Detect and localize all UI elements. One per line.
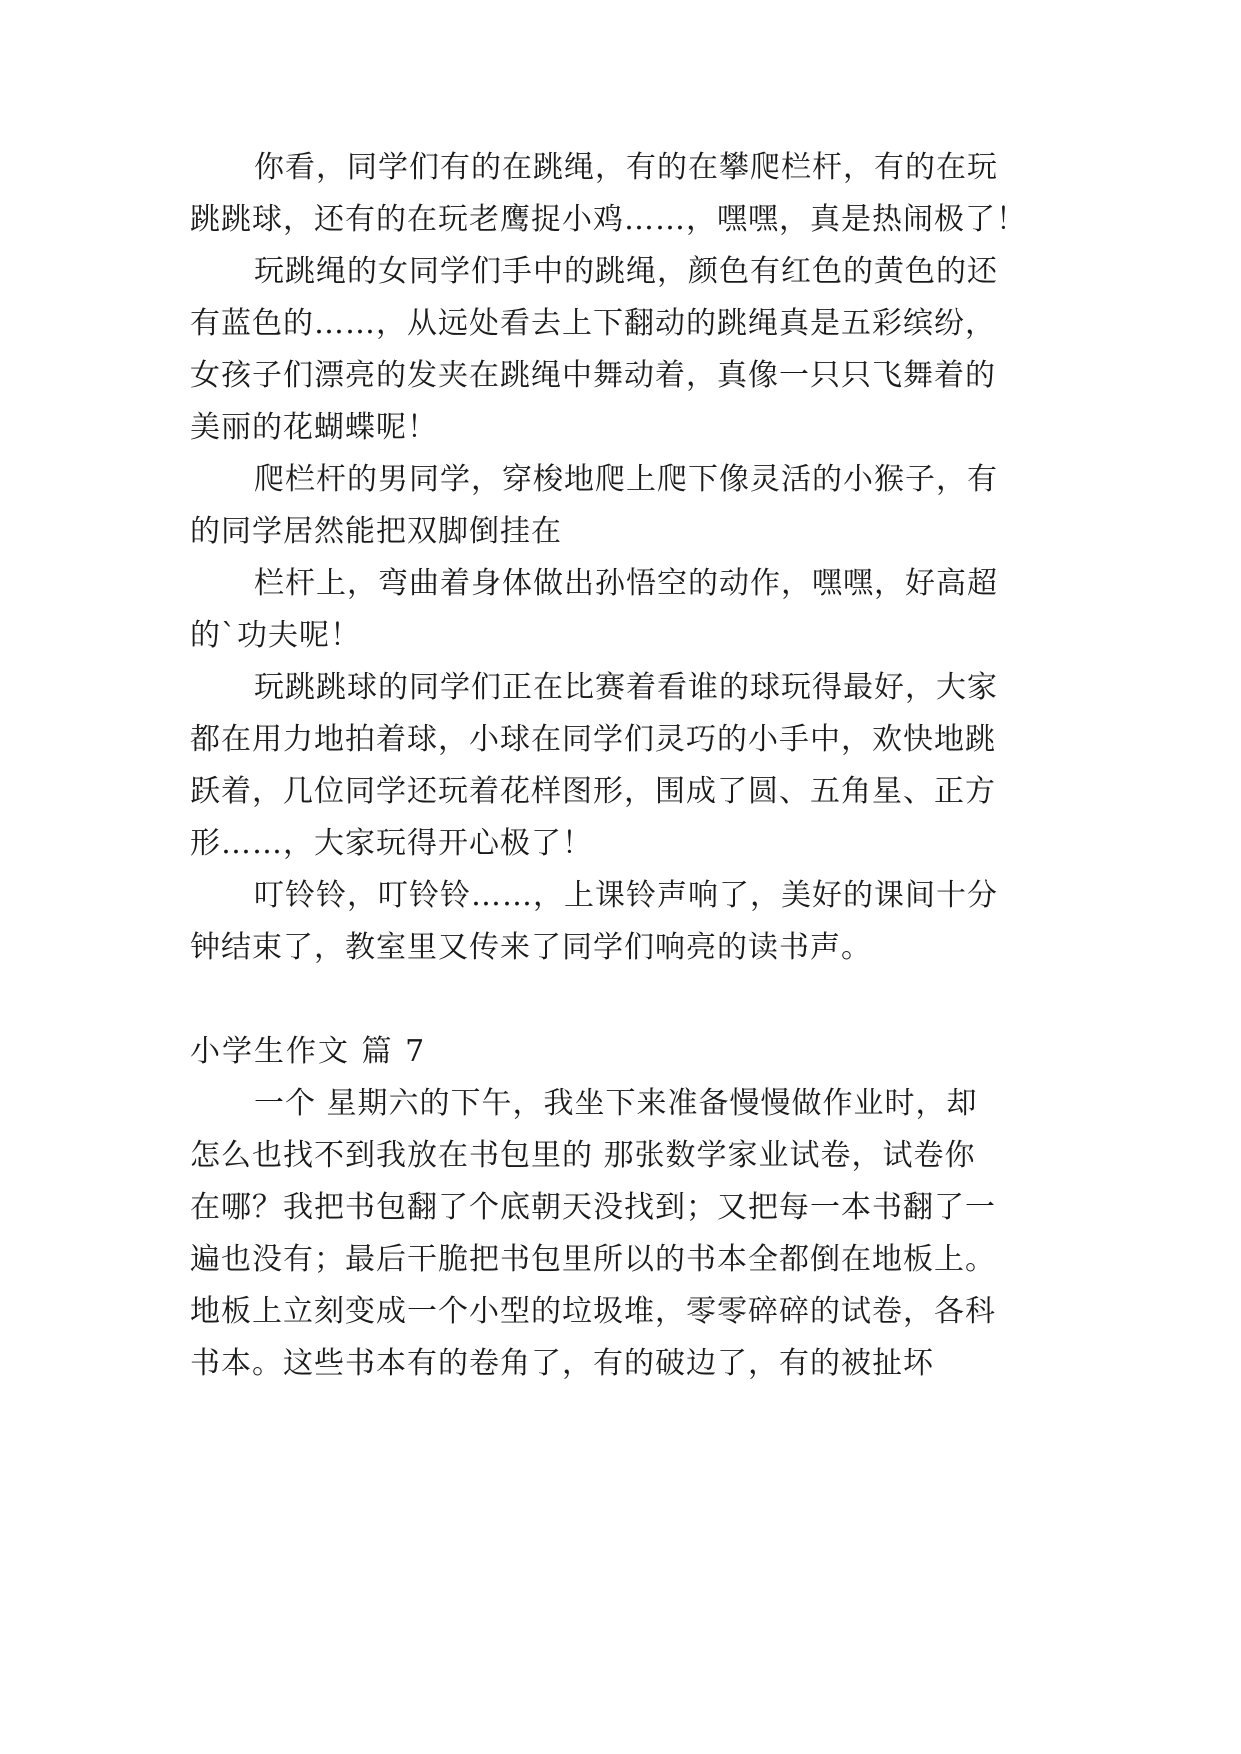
paragraph-line: 玩跳绳的女同学们手中的跳绳，颜色有红色的黄色的还 [254, 254, 998, 289]
paragraph-line: 玩跳跳球的同学们正在比赛着看谁的球玩得最好，大家 [254, 670, 998, 705]
paragraph-line: 书本。这些书本有的卷角了，有的破边了，有的被扯坏 [190, 1346, 934, 1381]
paragraph-line: 跳跳球，还有的在玩老鹰捉小鸡……，嘿嘿，真是热闹极了！ [190, 202, 1027, 237]
paragraph-line: 的同学居然能把双脚倒挂在 [190, 514, 562, 549]
paragraph-line: 在哪？我把书包翻了个底朝天没找到；又把每一本书翻了一 [190, 1190, 996, 1225]
paragraph-line: 形……，大家玩得开心极了！ [190, 826, 593, 861]
paragraph-line: 钟结束了，教室里又传来了同学们响亮的读书声。 [190, 930, 872, 965]
paragraph-line: 美丽的花蝴蝶呢！ [190, 410, 438, 445]
paragraph-line: 你看，同学们有的在跳绳，有的在攀爬栏杆，有的在玩 [254, 150, 998, 185]
paragraph-line: 的`功夫呢！ [190, 618, 361, 653]
paragraph-line: 叮铃铃，叮铃铃……，上课铃声响了，美好的课间十分 [254, 878, 998, 913]
paragraph-line: 遍也没有；最后干脆把书包里所以的书本全都倒在地板上。 [190, 1242, 996, 1277]
paragraph-line: 一个 星期六的下午，我坐下来准备慢慢做作业时，却 [254, 1086, 978, 1121]
paragraph-line: 有蓝色的……，从远处看去上下翻动的跳绳真是五彩缤纷， [190, 306, 996, 341]
paragraph-line: 怎么也找不到我放在书包里的 那张数学家业试卷，试卷你 [190, 1138, 976, 1173]
paragraph-line: 女孩子们漂亮的发夹在跳绳中舞动着，真像一只只飞舞着的 [190, 358, 996, 393]
paragraph-line: 都在用力地拍着球，小球在同学们灵巧的小手中，欢快地跳 [190, 722, 996, 757]
paragraph-line: 跃着，几位同学还玩着花样图形，围成了圆、五角星、正方 [190, 774, 996, 809]
section-heading: 小学生作文 篇 7 [190, 1034, 427, 1069]
paragraph-line: 爬栏杆的男同学，穿梭地爬上爬下像灵活的小猴子，有 [254, 462, 998, 497]
paragraph-line: 栏杆上，弯曲着身体做出孙悟空的动作，嘿嘿，好高超 [254, 566, 998, 601]
paragraph-line: 地板上立刻变成一个小型的垃圾堆，零零碎碎的试卷，各科 [190, 1294, 996, 1329]
